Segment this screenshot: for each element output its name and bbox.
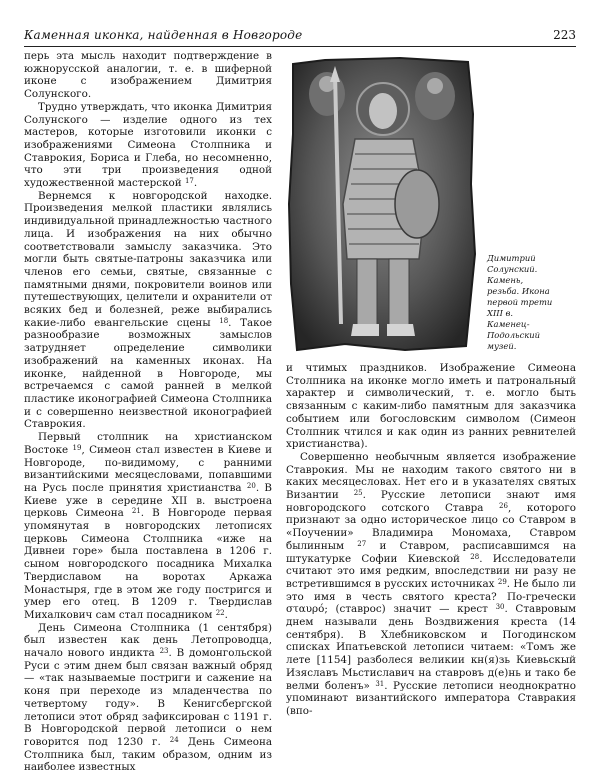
footnote-ref: 19 [72, 443, 82, 452]
right-text-column [286, 362, 576, 718]
footnote-ref: 24 [169, 735, 179, 744]
stone-icon-photo [285, 54, 478, 354]
footnote-ref: 29 [497, 577, 507, 586]
footnote-ref: 17 [184, 177, 194, 186]
footnote-ref: 25 [353, 489, 363, 498]
footnote-ref: 27 [357, 539, 367, 548]
page-header [24, 16, 576, 47]
paragraph: Первый столпник на христианском Востоке $^{19}$, Симеон стал известен в Киеве и Новгороде, по-видимому, с ранними византийскими месяцесловами, попавшими на Русь после принятия христианства $^{20}$. В Киеве уже в середине XII в. выстроена церковь Симеона $^{21}$. В Новгороде первая упомянутая в новгородских летописях церковь Симеона Столпника «иже на Дивнеи горе» была поставлена в 1206 г. сыном новгородского посадника Михалка Твердиславом на воротах Аркажа Монастыря, где в этом же году постригся и умер его отец. В 1209 г. Твердислав Михалкович сам стал посадником $^{22}$. [24, 431, 272, 621]
paragraph: День Симеона Столпника (1 сентября) был известен как день Летопроводца, начало нового индикта $^{23}$. В домонгольской Руси с этим днем был связан важный обряд — «так называемые постриги и сажение на коня при переходе из младенчества по четвертому году». В Кенигсбергской летописи этот обряд зафиксирован с 1191 г. В Новгородской первой летописи о нем говорится под 1230 г. $^{24}$ День Симеона Столпника был, таким образом, одним из наиболее известных [24, 621, 273, 774]
figure-caption: Димитрий Солунский. Камень, резьба. Икона первой трети XIII в. Каменец- Подольский музей. [487, 253, 553, 351]
footnote-ref: 28 [470, 552, 480, 561]
footnote-ref: 31 [375, 679, 385, 688]
footnote-ref: 21 [131, 507, 141, 516]
relief-carving-icon [285, 54, 478, 354]
paragraph: перь эта мысль находит подтверждение в южнорусской аналогии, т. е. в шиферной иконе с изображением Димитрия Солунского. [24, 50, 272, 101]
page-number: 223 [553, 28, 576, 42]
running-title: Каменная иконка, найденная в Новгороде [24, 28, 303, 42]
footnote-ref: 22 [215, 608, 225, 617]
footnote-ref: 26 [499, 501, 508, 510]
paragraph: Вернемся к новгородской находке. Произведения мелкой пластики являлись индивидуальной принадлежностью частного лица. И изображения на них обычно соответствовали замыслу заказчика. Это могли быть святые-патроны заказчика или членов его семьи, святые, связанные с памятными днями, покровители воинов или путешествующих, целители и охранители от всяких бед и болезней, реже выбирались какие-либо евангельские сцены $^{18}$. Такое разнообразие возможных замыслов затрудняет определение символики изображений на каменных иконах. На иконке, найденной в Новгороде, мы встречаемся с самой ранней в мелкой пластике иконографией Симеона Столпника и с совершенно неизвестной иконографией Ставрокия. [24, 189, 272, 431]
footnote-ref: 30 [495, 603, 505, 612]
footnote-ref: 18 [219, 316, 229, 325]
paragraph: и чтимых праздников. Изображение Симеона Столпника на иконке могло иметь и патрональный характер и символический, т. е. могло быть связанным с каким-либо памятным для заказчика событием или богословским символом (Симеон Столпник чтился и как один из ранних ревнителей христианства). [286, 362, 576, 451]
left-text-column [24, 50, 272, 774]
footnote-ref: 23 [159, 647, 169, 656]
paragraph: Совершенно необычным является изображение Ставрокия. Мы не находим такого святого ни в каких месяцесловах. Нет его и в указателях святых Византии $^{25}$. Русские летописи знают имя новгородского сотского Ставра $^{26}$, которого признают за одно историческое лицо со Ставром в «Поучении» Владимира Мономаха, Ставром былинным $^{27}$ и Ставром, расписавшимся на штукатурке Софии Киевской $^{28}$. Исследователи считают это имя редким, впоследствии ни разу не встретившимся в русских источниках $^{29}$. Не было ли это имя в честь святого креста? По-гречески σταυρό; (ставрос) значит — крест $^{30}$. Ставровым днем называли день Воздвижения креста (14 сентября). В Хлебниковском и Погодинском списках Ипатьевской летописи читаем: «Томъ же лете [1154] разболеся великии кн(я)зь Киевьскый Изяславъ Мьстиславич на ставровъ д(е)нь и тако бе велми боленъ» $^{31}$. Русские летописи неоднократно упоминают византийского императора Ставракия (впо- [286, 450, 576, 717]
footnote-ref: 20 [246, 481, 256, 490]
paragraph: Трудно утверждать, что иконка Димитрия Солунского — изделие одного из тех мастеров, которые изготовили иконки с изображениями Симеона Столпника и Ставрокия, Бориса и Глеба, но несомненно, что эти три произведения одной художественной мастерской $^{17}$. [24, 100, 272, 190]
